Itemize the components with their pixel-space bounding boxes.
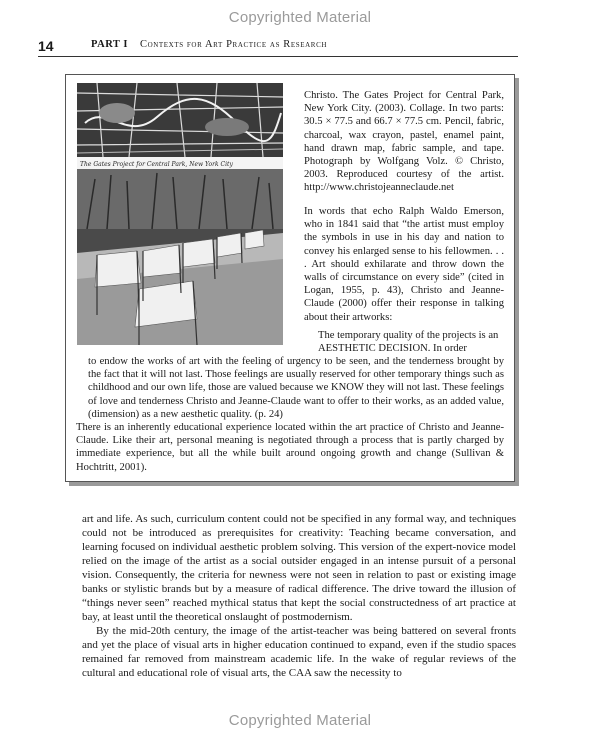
copyright-watermark-bottom: Copyrighted Material	[228, 712, 372, 729]
body-paragraph: By the mid-20th century, the image of the artist-teacher was being battered on several fronts and yet the place of visual arts in higher education continued to expand, even if the studio spaces remained far removed from mainstream academic life. In the wake of regular reviews of the cultural and educational role of visual arts, the CAA saw the necessity to	[82, 625, 516, 679]
block-quote-continuation: to endow the works of art with the feeling of urgency to be seen, and the tenderness brought by the fact that it will not last. Those feelings are usually reserved for other temporary things such as childhood and our own life, those are valued because we KNOW they will not last. These feelings of love and tenderness Christo and Jeanne-Claude want to offer to their works, as an added value, (dimension) as a new aesthetic quality. (p. 24)	[88, 356, 504, 420]
header-rule	[38, 56, 518, 57]
figure-note: There is an inherently educational experience located within the art practice of Christo and Jeanne-Claude. Like their art, personal meaning is negotiated through a process that is partly charged by immediate experience, but all the while built around ongoing growth and change (Sullivan & Hochtritt, 2001).	[76, 422, 504, 473]
page-number: 14	[38, 38, 54, 54]
section-title: Contexts for Art Practice as Research	[140, 39, 327, 50]
figure-box	[65, 74, 515, 482]
copyright-watermark-top: Copyrighted Material	[228, 9, 372, 26]
part-label: PART I	[91, 39, 128, 50]
artwork-collage-image	[77, 83, 283, 345]
running-head	[38, 38, 518, 54]
artwork-inscription: The Gates Project for Central Park, New York City	[80, 161, 233, 168]
body-paragraph: art and life. As such, curriculum content could not be specified in any formal way, and techniques could not be introduced as prerequisites for creativity: Teaching became conversation, and learning focused on individual aesthetic problem solving. This version of the expert-novice model relied on the image of the artist as a social outsider engaged in an intense pursuit of a personal vision. Consequently, the criteria for newness were not seen in relation to past or existing image banks or stylistic brands but by a measure of radical difference. The drive toward the illusion of “things never seen” reached mythical status that kept the social constructedness of art practice at bay, at least until the theoretical onslaught of postmodernism.	[82, 513, 516, 623]
figure-intro-text: In words that echo Ralph Waldo Emerson, who in 1841 said that “the artist must employ the symbols in use in his day and nation to convey his enlarged sense to his fellowmen. . . . Art should exhilarate and throw down the walls of circumstance on every side” (cited in Logan, 1955, p. 43), Christo and Jeanne-Claude (2000) offer their response in talking about their artworks:	[304, 206, 504, 323]
body-text	[82, 512, 516, 680]
block-quote-start: The temporary quality of the projects is an AESTHETIC DECISION. In order	[318, 330, 499, 355]
figure-caption: Christo. The Gates Project for Central Park, New York City. (2003). Collage. In two parts: 30.5 × 77.5 and 66.7 × 77.5 cm. Pencil, fabric, charcoal, wax crayon, pastel, enamel paint, hand drawn map, fabric sample, and tape. Photograph by Wolfgang Volz. © Christo, 2003. Reproduced courtesy of the artist. http://www.christojeanneclaude.net	[304, 90, 504, 194]
